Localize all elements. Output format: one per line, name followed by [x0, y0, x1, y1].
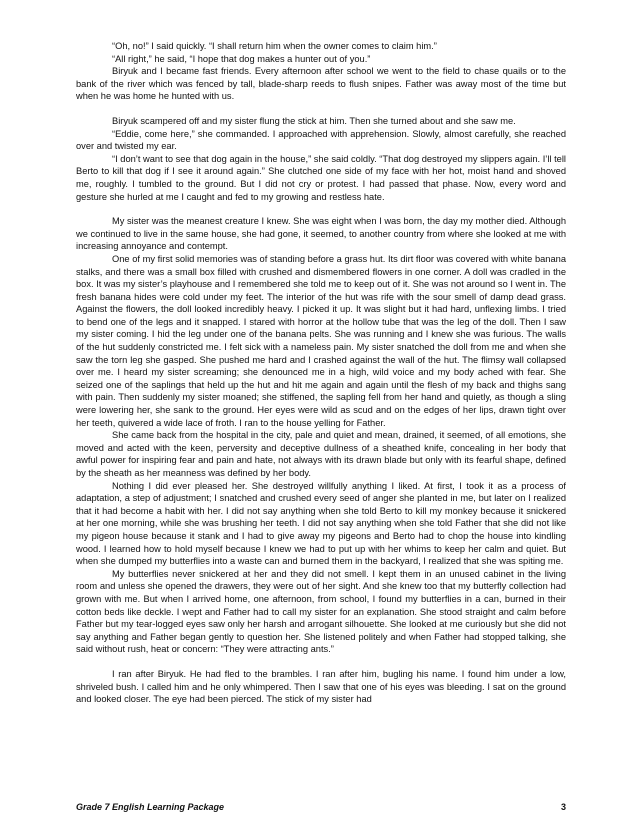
paragraph: I ran after Biryuk. He had fled to the brambles. I ran after him, bugling his name. I found him under a low, shriveled bush. I called him and he only whimpered. Then I saw that one of his eyes was bleeding. I sat on the ground and looked closer. The eye had been pierced. The stick of my sister had	[76, 668, 566, 705]
paragraph: My sister was the meanest creature I knew. She was eight when I was born, the day my mother died. Although we continued to live in the same house, she had gone, it seemed, to another country from where she looked at me with increasing annoyance and contempt.	[76, 216, 566, 252]
page-number: 3	[560, 802, 566, 812]
paragraph: My butterflies never snickered at her and they did not smell. I kept them in an unused cabinet in the living room and unless she opened the drawers, they were out of her sight. And she knew too that my butterfly collection had grown with me. But when I arrived home, one afternoon, from school, I found my butterflies in a can, burned in their cotton beds like deckle. I wept and Father had to call my sister for an explanation. She stood straight and calm before Father but my tear-logged eyes saw only her harsh and arrogant silhouette. She looked at me curiously but she did not say anything and Father began gently to question her. She listened politely and when Father had stopped talking, she said without rush, heat or concern: “They were attracting ants.”	[76, 568, 566, 655]
paragraph: Nothing I did ever pleased her. She destroyed willfully anything I liked. At first, I took it as a process of adaptation, a step of adjustment; I snatched and crushed every seed of anger she planted in me, but later on I realized that it had become a habit with her. I did not say anything when she told Berto to kill my monkey because it snickered at her one morning, while she was brushing her teeth. I did not say anything when she told Father that she did not like my pigeon house because it stank and I had to give away my pigeons and Berto had to chop the house into kindling wood. I learned how to hold myself because I knew we had to put up with her whims to keep her calm and quiet. But when she dumped my butterflies into a waste can and burned them in the backyard, I realized that she was spiting me.	[76, 480, 566, 567]
paragraph: One of my first solid memories was of standing before a grass hut. Its dirt floor was covered with white banana stalks, and there was a small box filled with crushed and dismembered flowers in one corner. A doll was cradled in the box. It was my sister’s playhouse and I remembered she told me to keep out of it. She was not around so I went in. The fresh banana hides were cold under my feet. The interior of the hut was rife with the sour smell of damp dead grass. Against the flowers, the doll looked incredibly heavy. I picked it up. It was slight but it had hard, unflexing limbs. I tried to bend one of the legs and it snapped. I stared with horror at the hollow tube that was the leg of the doll. Then I saw my sister coming. I hid the leg under one of the banana pelts. She was running and I knew she was furious. The walls of the hut suddenly constricted me. I felt sick with a nameless pain. My sister snatched the doll from me and when she saw the torn leg she gasped. She pushed me hard and I crashed against the wall of the hut. The flimsy wall collapsed over me. I heard my sister screaming; she denounced me in a high, wild voice and my body ached with fear. She seized one of the saplings that held up the hut and hit me again and again until the flesh of my back and thighs sang with pain. Then suddenly my sister moaned; she stiffened, the sapling fell from her hand and quietly, as though a sling were lowering her, she sank to the ground. Her eyes were wild as scud and on the edges of her lips, drawn tight over her teeth, quivered a wide lace of froth. I ran to the house yelling for Father.	[76, 253, 566, 428]
paragraph: Biryuk and I became fast friends. Every afternoon after school we went to the field to chase quails or to the bank of the river which was fenced by tall, blade-sharp reeds to flush snipes. Father was away most of the time but when he was home he hunted with us.	[76, 66, 566, 102]
paragraph: She came back from the hospital in the city, pale and quiet and mean, drained, it seemed, of all emotions, she moved and acted with the keen, perversity and deceptive dullness of a sheathed knife, concealing in her body that awful power for inspiring fear and pain and hate, not always with its drawn blade but only with its fearful shape, defined by the sheath as her meanness was defined by her body.	[76, 430, 566, 478]
paragraph: “I don’t want to see that dog again in the house,” she said coldly. “That dog destroyed my slippers again. I’ll tell Berto to kill that dog if I see it around again.” She clutched one side of my face with her hot, moist hand and shoved me, roughly. I tumbled to the ground. But I did not cry or protest. I had passed that phase. Now, every word and gesture she hurled at me I caught and fed to my growing and restless hate.	[76, 153, 566, 202]
paragraph: “All right,” he said, “I hope that dog makes a hunter out of you.”	[112, 53, 371, 64]
page-footer	[76, 802, 566, 812]
footer-title: Grade 7 English Learning Package	[76, 802, 225, 812]
paragraph: Biryuk scampered off and my sister flung the stick at him. Then she turned about and she saw me.	[112, 115, 516, 126]
story-text	[76, 40, 566, 706]
paragraph: “Eddie, come here,” she commanded. I approached with apprehension. Slowly, almost carefully, she reached over and twisted my ear.	[76, 128, 566, 152]
paragraph: “Oh, no!” I said quickly. “I shall return him when the owner comes to claim him.”	[112, 41, 437, 51]
